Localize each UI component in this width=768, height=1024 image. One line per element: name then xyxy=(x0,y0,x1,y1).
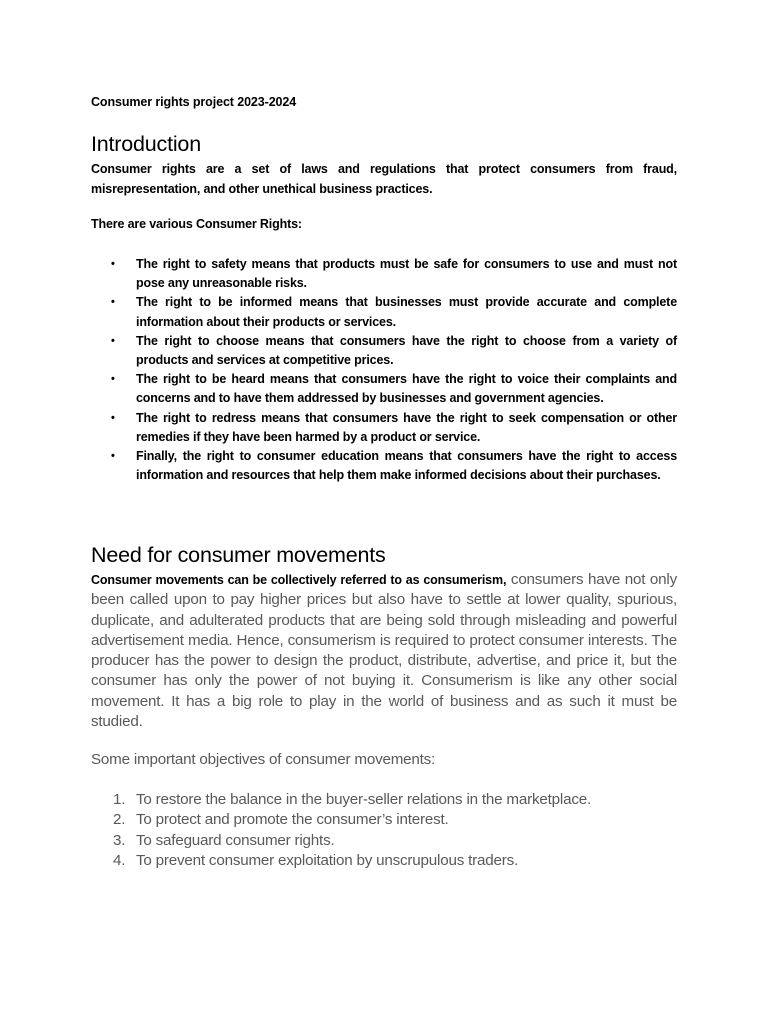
list-item-text: The right to be heard means that consumers have the right to voice their complaints and concerns and to have them addressed by businesses and government agencies. xyxy=(136,372,677,406)
list-number: 2. xyxy=(113,811,126,829)
list-item xyxy=(91,810,677,830)
need-heading: Need for consumer movements xyxy=(91,543,386,567)
list-item xyxy=(91,790,677,810)
bullet-icon: • xyxy=(111,296,115,309)
list-item-text: The right to be informed means that businesses must provide accurate and complete information about their products or services. xyxy=(136,295,677,329)
list-item xyxy=(91,831,677,851)
need-body-text: consumers have not only been called upon to pay higher prices but also have to settle at lower quality, spurious, duplicate, and adulterated products that are being sold through misleading and powerful advertisement media. Hence, consumerism is required to protect consumer interests. The producer has the power to design the product, distribute, advertise, and price it, but the consumer has only the power of not buying it. Consumerism is like any other social movement. It has a big role to play in the world of business and as such it must be studied. xyxy=(91,571,677,731)
list-item-text: To protect and promote the consumer’s interest. xyxy=(136,811,449,829)
need-lead-text: Consumer movements can be collectively referred to as consumerism, xyxy=(91,573,507,587)
bullet-icon: • xyxy=(111,334,115,347)
list-item xyxy=(91,447,677,485)
rights-intro-text: There are various Consumer Rights: xyxy=(91,217,302,231)
bullet-icon: • xyxy=(111,258,115,270)
introduction-heading: Introduction xyxy=(91,132,201,156)
list-item-text: The right to choose means that consumers have the right to choose from a variety of products and services at competitive prices. xyxy=(136,333,677,368)
objectives-list xyxy=(91,790,677,871)
list-item-text: To prevent consumer exploitation by unscrupulous traders. xyxy=(136,851,518,869)
consumer-rights-list xyxy=(91,255,677,485)
list-item-text: To restore the balance in the buyer-seller relations in the marketplace. xyxy=(136,791,591,808)
list-item xyxy=(91,409,677,447)
list-number: 4. xyxy=(113,851,126,869)
list-item xyxy=(91,332,677,370)
list-number: 3. xyxy=(113,831,126,849)
objectives-intro-text: Some important objectives of consumer movements: xyxy=(91,751,436,768)
list-number: 1. xyxy=(113,791,126,808)
need-paragraph xyxy=(91,570,677,732)
list-item xyxy=(91,851,677,871)
document-header: Consumer rights project 2023-2024 xyxy=(91,95,297,109)
list-item-text: The right to safety means that products must be safe for consumers to use and must not pose any unreasonable risks. xyxy=(136,257,677,291)
list-item xyxy=(91,370,677,408)
list-item-text: Finally, the right to consumer education means that consumers have the right to access information and resources that help them make informed decisions about their purchases. xyxy=(136,449,677,483)
list-item-text: The right to redress means that consumers have the right to seek compensation or other remedies if they have been harmed by a product or service. xyxy=(136,410,677,444)
bullet-icon: • xyxy=(111,411,115,424)
bullet-icon: • xyxy=(111,450,115,463)
introduction-paragraph: Consumer rights are a set of laws and regulations that protect consumers from fraud, misrepresentation, and other unethical business practices. xyxy=(91,162,677,196)
list-item-text: To safeguard consumer rights. xyxy=(136,831,335,849)
bullet-icon: • xyxy=(111,373,115,386)
list-item xyxy=(91,255,677,293)
list-item xyxy=(91,293,677,331)
